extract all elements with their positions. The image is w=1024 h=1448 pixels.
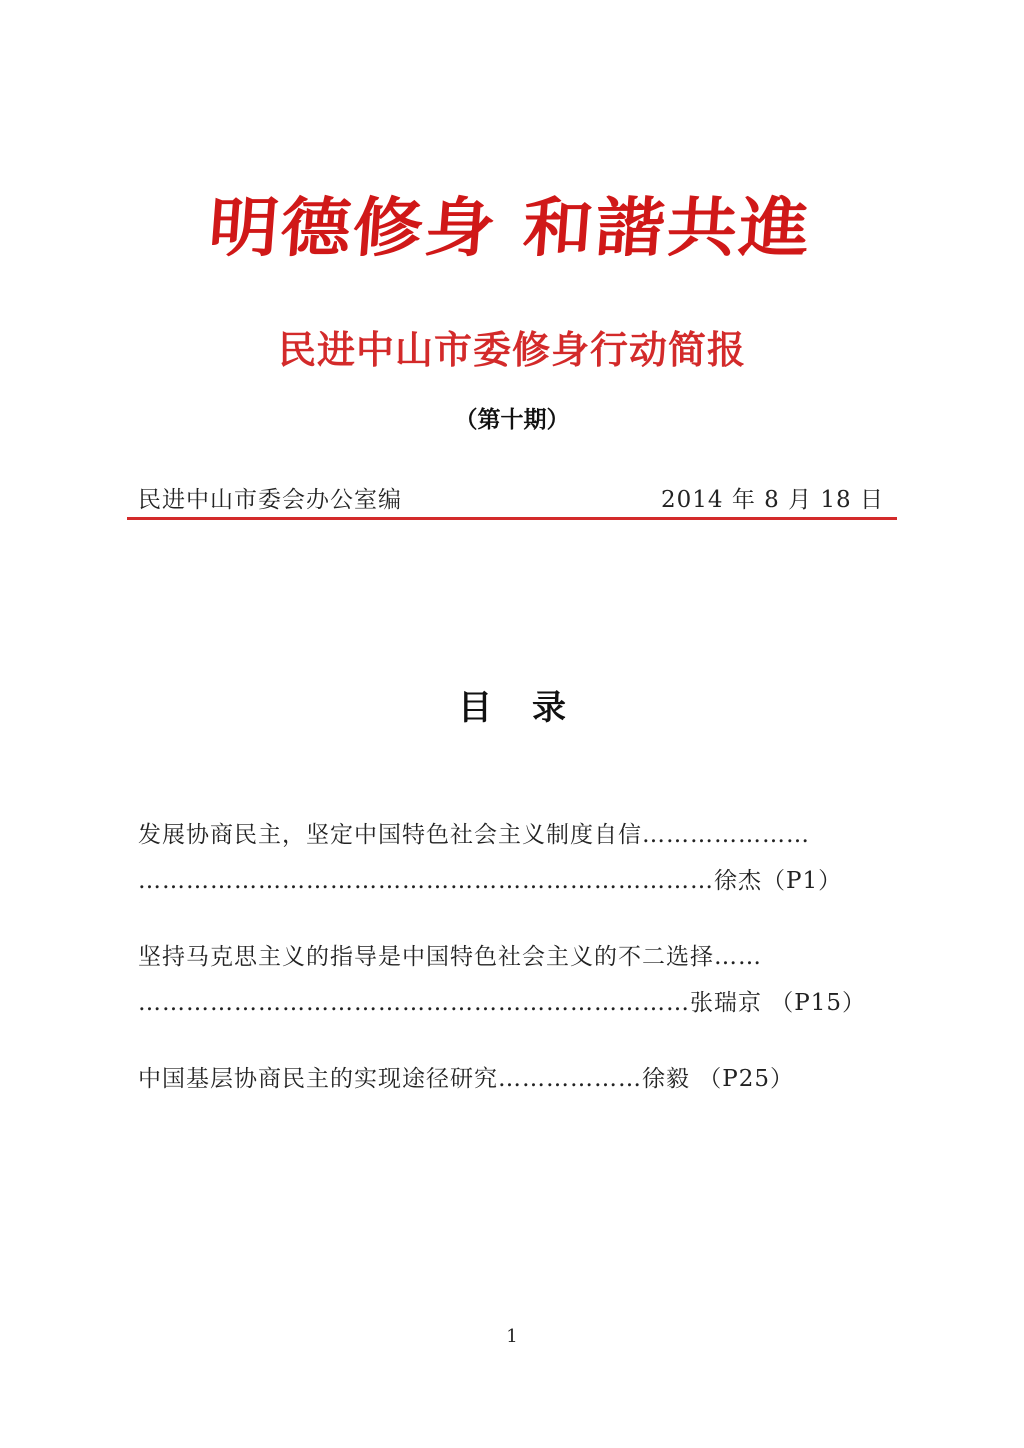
toc-entry-author-page: ……………………………………………………………张瑞京 （P15）: [138, 990, 867, 1016]
issue-number: （第十期）: [454, 407, 570, 433]
table-of-contents: [138, 812, 878, 1132]
publication-date: 2014 年 8 月 18 日: [661, 487, 884, 513]
motto-calligraphy: 明德修身 和諧共進: [205, 189, 815, 266]
toc-entry-title: 中国基层协商民主的实现途径研究………………徐毅 （P25）: [138, 1066, 795, 1092]
page-number: 1: [506, 1326, 518, 1347]
toc-entry[interactable]: [138, 934, 878, 1026]
toc-entry[interactable]: [138, 812, 878, 904]
toc-entry[interactable]: [138, 1056, 878, 1102]
toc-entry-title: 坚持马克思主义的指导是中国特色社会主义的不二选择……: [138, 944, 762, 970]
bulletin-title: 民进中山市委修身行动简报: [277, 328, 746, 372]
toc-entry-title: 发展协商民主，坚定中国特色社会主义制度自信…………………: [138, 822, 810, 848]
red-divider: [127, 517, 897, 520]
editor-label: 民进中山市委会办公室编: [138, 487, 402, 513]
toc-entry-author-page: ………………………………………………………………徐杰（P1）: [138, 868, 843, 894]
toc-heading: 目录: [458, 688, 606, 728]
